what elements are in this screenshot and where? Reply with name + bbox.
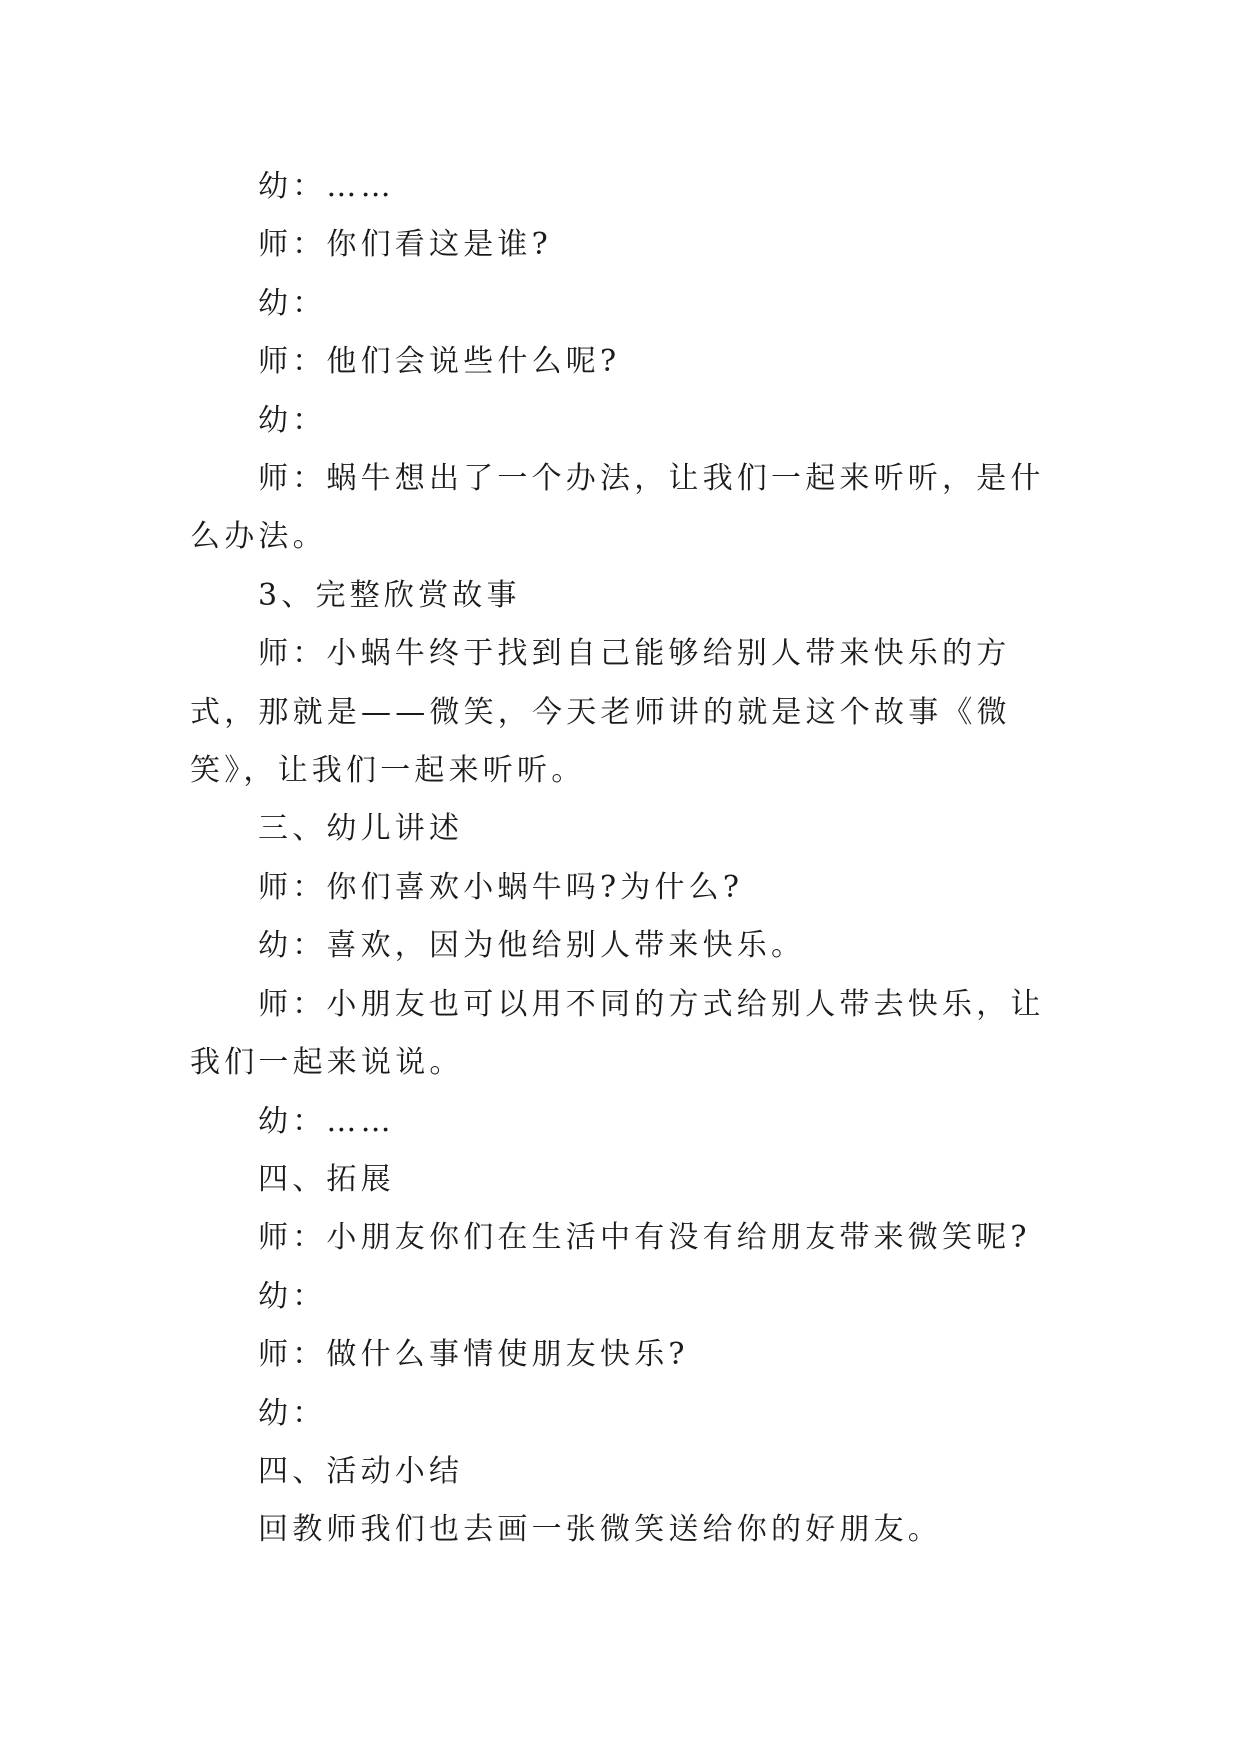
section-heading: 四、拓展 (258, 1161, 395, 1197)
section-heading: 三、幼儿讲述 (258, 811, 464, 847)
paragraph: 幼：…… (258, 169, 395, 204)
paragraph: 师：小朋友你们在生活中有没有给朋友带来微笑呢? (258, 1220, 1031, 1256)
paragraph: 幼： (258, 1278, 327, 1314)
paragraph: 师：小蜗牛终于找到自己能够给别人带来快乐的方式，那就是——微笑，今天老师讲的就是这个故事《微笑》，让我们一起来听听。 (190, 636, 1011, 789)
paragraph: 师：蜗牛想出了一个办法，让我们一起来听听，是什么办法。 (190, 461, 1045, 555)
paragraph: 师：小朋友也可以用不同的方式给别人带去快乐，让我们一起来说说。 (190, 986, 1045, 1081)
document-body (190, 158, 1060, 1560)
paragraph: 幼：喜欢，因为他给别人带来快乐。 (258, 928, 806, 964)
section-heading: 四、活动小结 (258, 1453, 464, 1489)
paragraph: 师：你们喜欢小蜗牛吗?为什么? (258, 869, 744, 905)
paragraph: 师：你们看这是谁? (258, 227, 552, 263)
paragraph: 回教师我们也去画一张微笑送给你的好朋友。 (258, 1512, 942, 1548)
paragraph: 师：他们会说些什么呢? (258, 344, 621, 380)
paragraph: 师：做什么事情使朋友快乐? (258, 1337, 689, 1373)
paragraph: 幼： (258, 285, 327, 321)
paragraph: 幼： (258, 402, 327, 438)
paragraph: 幼：…… (258, 1103, 395, 1139)
paragraph: 幼： (258, 1395, 327, 1431)
section-heading: 3、完整欣赏故事 (258, 577, 521, 613)
